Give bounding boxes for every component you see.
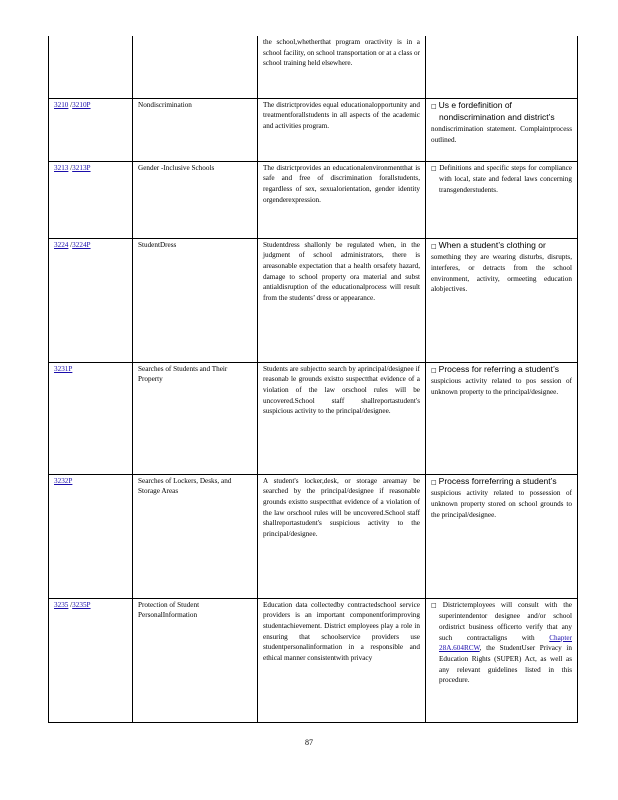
policy-number-cell: [49, 474, 133, 598]
policy-link-3210p[interactable]: 3210P: [72, 100, 91, 109]
policy-title-cell: [133, 36, 258, 98]
policy-title-cell: [133, 598, 258, 722]
policy-summary: Education data collectedby contractedschool service providers is an important componentforimproving studentachievement. District employees play a role in ensuring that schoolservice providers use studentpersonalinformation in a responsible and ethical manner consistentwith privacy: [263, 600, 420, 663]
action-lead: Us e fordefinition of nondiscrimination and district’s: [438, 99, 555, 123]
policy-summary-cell: [258, 36, 426, 98]
page-number: 87: [305, 738, 313, 747]
policy-number-cell: [49, 36, 133, 98]
action-item: [431, 364, 572, 377]
policy-actions-cell: [426, 238, 578, 362]
policy-link-3232p[interactable]: 3232P: [54, 476, 73, 485]
action-body: Definitions and specific steps for compliance with local, state and federal laws concerning transgenderstudents.: [439, 163, 572, 194]
policy-link-3213[interactable]: 3213: [54, 163, 69, 172]
policy-number-cell: 3224 /3224P: [49, 238, 133, 362]
action-body: nondiscrimination statement. Complaintprocess outlined.: [431, 124, 572, 144]
action-lead: Process for referring a student’s: [438, 363, 559, 374]
table-row: [49, 598, 578, 722]
policy-actions-cell: [426, 598, 578, 722]
policy-summary: The districtprovides equal educationalopportunity and treatmentforallstudents in all aspects of the academic and activities program.: [263, 100, 420, 130]
table-row: [49, 238, 578, 362]
policy-title: StudentDress: [138, 240, 177, 249]
policy-summary: the school,whetherthat program oractivity is in a school facility, on school transportation or at a class or school training held elsewhere.: [263, 38, 420, 68]
policy-number-cell: 3210 /3210P: [49, 98, 133, 161]
action-item: [431, 100, 572, 124]
action-body: Districtemployees will consult with the superintendentor designee and/or school ordistrict business officerto verify that any such contractaligns with: [439, 600, 572, 642]
policy-link-3210[interactable]: 3210: [54, 100, 69, 109]
policy-actions-cell: [426, 474, 578, 598]
policy-link-3224p[interactable]: 3224P: [72, 240, 91, 249]
action-body: suspicious activity related to pos session of unknown property to the principal/designee.: [431, 377, 572, 396]
checkbox-bullet-icon: □: [431, 102, 437, 110]
action-tail: , the StudentUser Privacy in Education Rights (SUPER) Act, as well as any relevant guidelines listed in this procedure.: [439, 644, 572, 685]
policy-link-3235[interactable]: 3235: [54, 600, 69, 609]
table-row: [49, 98, 578, 161]
policy-number-cell: [49, 362, 133, 474]
policy-summary-cell: [258, 238, 426, 362]
action-item: [431, 600, 572, 687]
checkbox-bullet-icon: □: [431, 164, 438, 172]
table-row: [49, 362, 578, 474]
policy-title: Searches of Students and Their Property: [138, 364, 228, 384]
policy-summary: Students are subjectto search by aprincipal/designee if reasonab le grounds existto suspectthat evidence of a violation of the law orschool rules will be uncovered.School staff shallreportastudent's suspicious activity to the principal/designee.: [263, 364, 420, 416]
policy-summary-cell: [258, 598, 426, 722]
action-lead: Process forreferring a student’s: [438, 475, 557, 486]
policy-title-cell: [133, 161, 258, 238]
policy-actions-cell: [426, 98, 578, 161]
policy-link-3213p[interactable]: 3213P: [72, 163, 91, 172]
action-item: [431, 240, 572, 253]
action-lead: When a student’s clothing or: [438, 239, 546, 250]
policy-summary: Studentdress shallonly be regulated when, in the judgment of school administrators, there is areasonable expectation that a health orsafety hazard, damage to school property ora material and subst antialdisruption of the educationalprocess will result from the students’ dress or appearance.: [263, 240, 420, 303]
policy-table: [48, 36, 578, 723]
policy-summary: The districtprovides an educationalenvironmentthat is safe and free of discrimination forallstudents, regardless of sex, sexualorientation, gender identity orgenderexpression.: [263, 163, 420, 204]
checkbox-bullet-icon: □: [431, 478, 437, 486]
action-item: [431, 163, 572, 196]
policy-title: Searches of Lockers, Desks, and Storage Areas: [138, 476, 232, 496]
checkbox-bullet-icon: □: [431, 366, 437, 374]
table-row: [49, 161, 578, 238]
policy-number-cell: 3213 /3213P: [49, 161, 133, 238]
rcw-chapter-link[interactable]: Chapter 28A.604RCW: [439, 633, 572, 653]
policy-actions-cell: [426, 362, 578, 474]
policy-title-cell: [133, 362, 258, 474]
action-body: suspicious activity related to possession of unknown property stored on school grounds to the principal/designee.: [431, 489, 572, 519]
table-row: [49, 474, 578, 598]
policy-link-3235p[interactable]: 3235P: [72, 600, 91, 609]
action-item: [431, 476, 572, 489]
table-row: [49, 36, 578, 98]
policy-link-3231p[interactable]: 3231P: [54, 364, 73, 373]
policy-summary-cell: [258, 474, 426, 598]
checkbox-bullet-icon: □: [431, 242, 437, 250]
policy-title: Gender -Inclusive Schools: [138, 163, 215, 172]
policy-title-cell: [133, 98, 258, 161]
policy-actions-cell: [426, 161, 578, 238]
policy-title: Protection of Student PersonalInformation: [138, 600, 200, 620]
policy-title: Nondiscrimination: [138, 100, 192, 109]
policy-number-cell: 3235 /3235P: [49, 598, 133, 722]
action-body: something they are wearing disturbs, disrupts, interferes, or detracts from the school environment, activity, ormeeting education alobjectives.: [431, 253, 572, 294]
policy-summary-cell: [258, 161, 426, 238]
policy-summary-cell: [258, 98, 426, 161]
checkbox-bullet-icon: □: [431, 601, 441, 609]
policy-table-body: [49, 36, 578, 722]
policy-title-cell: [133, 238, 258, 362]
policy-summary: A student's locker,desk, or storage areamay be searched by the principal/designee if reasonable grounds existto suspectthat evidence of a violation of the law orschool rules will be uncovered.School staff shallreportastudent's suspicious activity to the principal/designee.: [263, 476, 420, 539]
policy-summary-cell: [258, 362, 426, 474]
policy-actions-cell: [426, 36, 578, 98]
policy-link-3224[interactable]: 3224: [54, 240, 69, 249]
policy-title-cell: [133, 474, 258, 598]
